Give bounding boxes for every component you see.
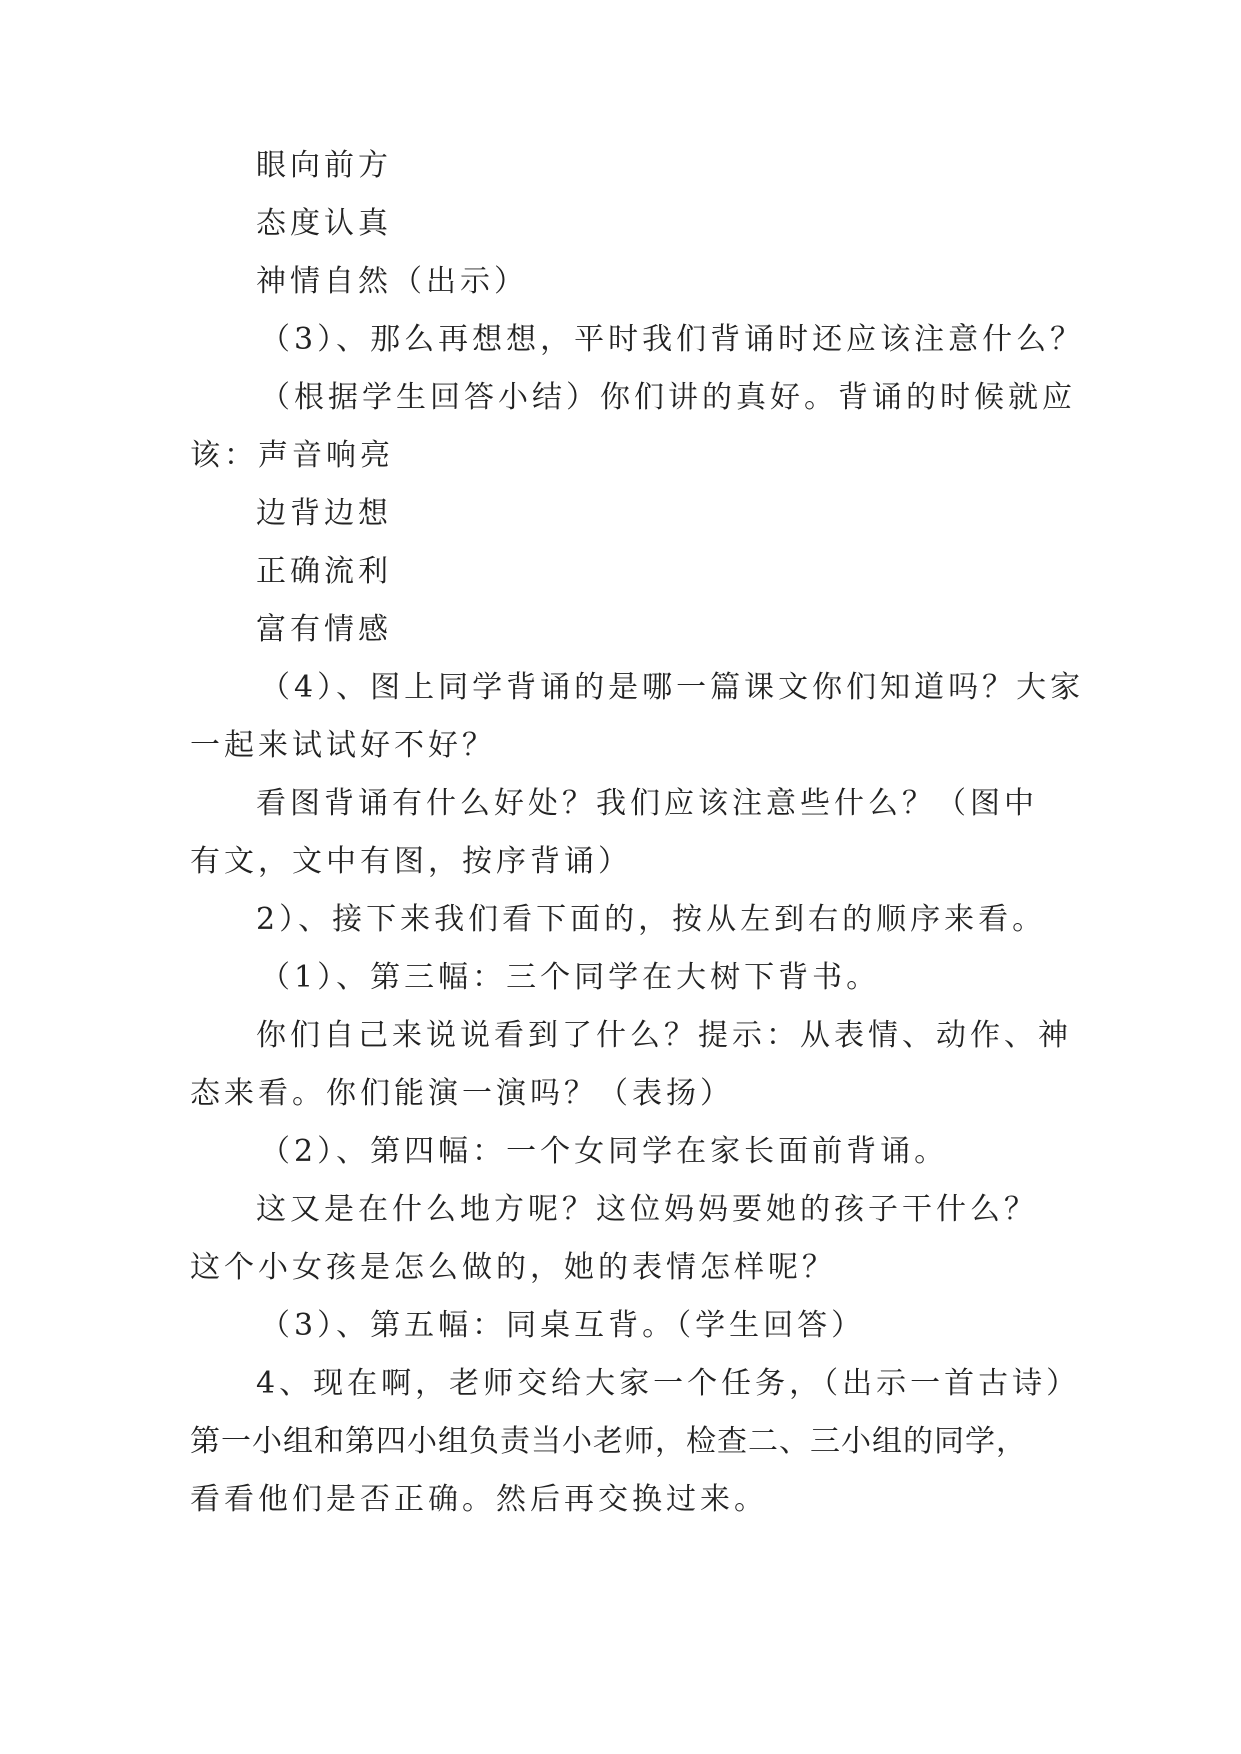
text-line: （2）、第四幅：一个女同学在家长面前背诵。 [260, 1134, 949, 1169]
text-line: 4、现在啊，老师交给大家一个任务，（出示一首古诗） [256, 1366, 1081, 1401]
text-line: 2）、接下来我们看下面的，按从左到右的顺序来看。 [256, 902, 1047, 937]
text-line: 边背边想 [256, 496, 392, 531]
text-line: 看看他们是否正确。然后再交换过来。 [190, 1482, 768, 1517]
text-line: （根据学生回答小结）你们讲的真好。背诵的时候就应 [260, 380, 1076, 415]
text-line: 有文，文中有图，按序背诵） [190, 844, 632, 879]
text-line: 态度认真 [256, 206, 392, 241]
text-line: 第一小组和第四小组负责当小老师，检查二、三小组的同学， [190, 1424, 1027, 1459]
text-line: 神情自然（出示） [256, 264, 528, 299]
text-line: 眼向前方 [256, 148, 392, 183]
text-line: 该：声音响亮 [190, 438, 394, 473]
text-line: 这个小女孩是怎么做的，她的表情怎样呢？ [190, 1250, 836, 1285]
text-line: 看图背诵有什么好处？我们应该注意些什么？（图中 [256, 786, 1038, 821]
text-line: （3）、那么再想想，平时我们背诵时还应该注意什么？ [260, 322, 1085, 357]
text-line: 态来看。你们能演一演吗？（表扬） [190, 1076, 734, 1111]
text-line: （1）、第三幅：三个同学在大树下背书。 [260, 960, 881, 995]
text-line: （3）、第五幅：同桌互背。（学生回答） [260, 1308, 866, 1343]
text-line: 正确流利 [256, 554, 392, 589]
text-line: 你们自己来说说看到了什么？提示：从表情、动作、神 [256, 1018, 1072, 1053]
text-line: 富有情感 [256, 612, 392, 647]
text-line: 一起来试试好不好？ [190, 728, 496, 763]
text-line: （4）、图上同学背诵的是哪一篇课文你们知道吗？大家 [260, 670, 1085, 705]
text-line: 这又是在什么地方呢？这位妈妈要她的孩子干什么？ [256, 1192, 1038, 1227]
